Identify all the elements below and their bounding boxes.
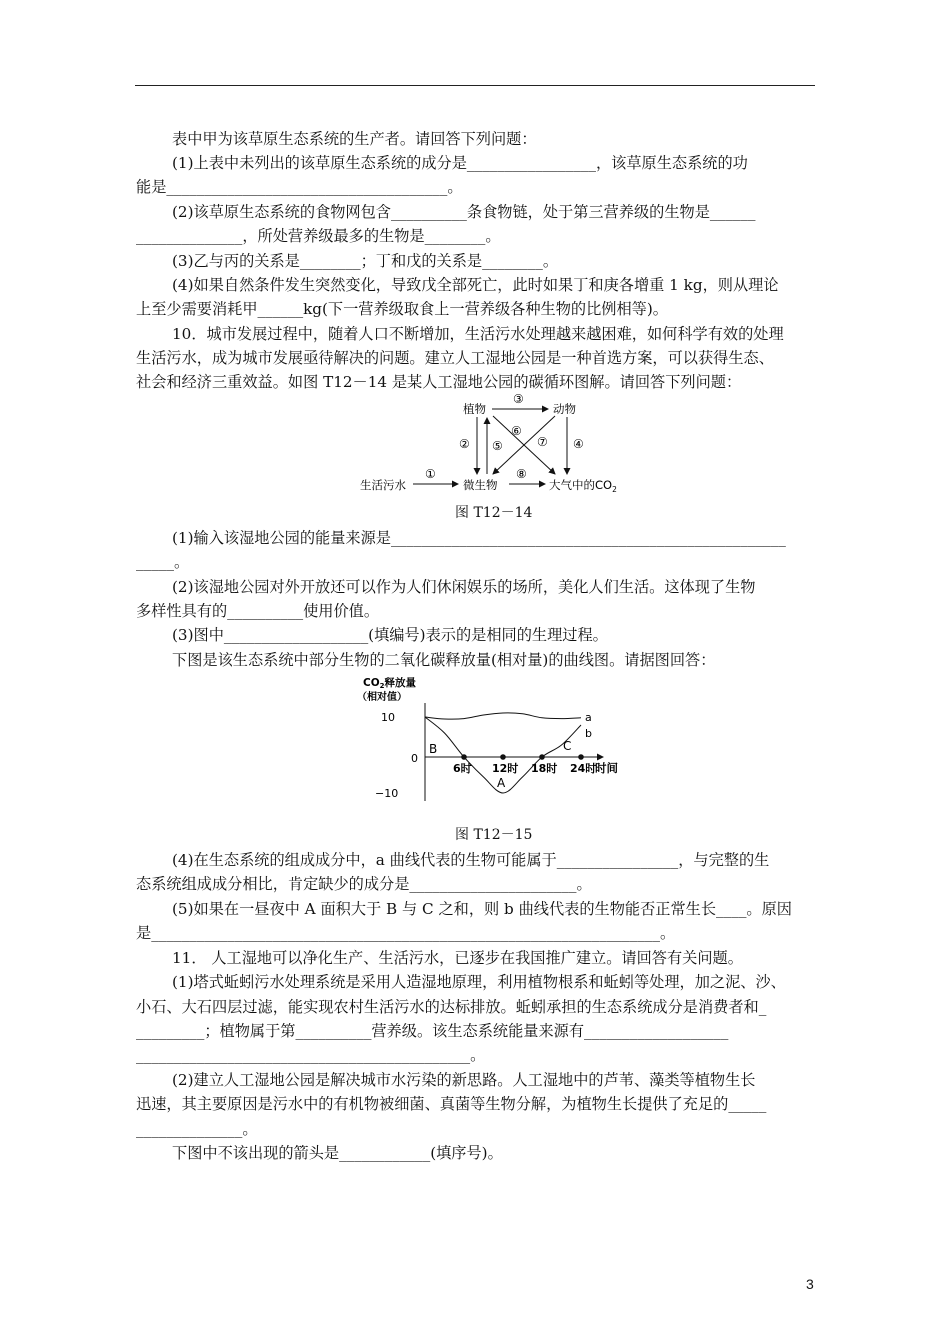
question-line: (2)建立人工湿地公园是解决城市水污染的新思路。人工湿地中的芦苇、藻类等植物生长 — [172, 1071, 756, 1089]
y-tick-label: 10 — [381, 711, 395, 724]
question-line: _____。 — [136, 553, 190, 571]
question-line: 社会和经济三重效益。如图 T12－14 是某人工湿地公园的碳循环图解。请回答下列问题： — [136, 373, 742, 391]
question-line: 生活污水，成为城市发展亟待解决的问题。建立人工湿地公园是一种首选方案，可以获得生态、 — [136, 349, 774, 367]
node-animal: 动物 — [553, 402, 576, 416]
question-line: 迅速，其主要原因是污水中的有机物被细菌、真菌等生物分解，为植物生长提供了充足的_____ — [136, 1095, 767, 1113]
question-line: 是___________________________________________________________________。 — [136, 924, 676, 942]
question-line: (3)图中___________________(填编号)表示的是相同的生理过程。 — [172, 626, 608, 644]
x-tick-label: 6时 — [453, 762, 472, 775]
area-label-A: A — [497, 776, 506, 790]
arrow-label-6: ⑥ — [511, 424, 522, 438]
x-axis-label: 时间 — [595, 761, 618, 775]
node-microbe: 微生物 — [463, 478, 498, 492]
y-tick-label: −10 — [375, 787, 399, 800]
question-line: (1)塔式蚯蚓污水处理系统是采用人造湿地原理，利用植物根系和蚯蚓等处理，加之泥、沙、 — [172, 973, 786, 991]
paragraph: 表中甲为该草原生态系统的生产者。请回答下列问题： — [172, 130, 537, 148]
question-line: 多样性具有的__________使用价值。 — [136, 602, 379, 620]
question-line: 下图中不该出现的箭头是____________(填序号)。 — [172, 1144, 503, 1162]
arrow-label-8: ⑧ — [516, 467, 527, 481]
question-line: (4)如果自然条件发生突然变化，导致戊全部死亡，此时如果丁和庚各增重 1 kg，则从理论 — [172, 276, 779, 294]
question-line: ______________。 — [136, 1120, 258, 1138]
question-line: 11． 人工湿地可以净化生产、生活污水，已逐步在我国推广建立。请回答有关问题。 — [172, 949, 743, 967]
question-line: 小石、大石四层过滤，能实现农村生活污水的达标排放。蚯蚓承担的生态系统成分是消费者和_ — [136, 998, 767, 1016]
question-line: 上至少需要消耗甲______kg(下一营养级取食上一营养级各种生物的比例相等)。 — [136, 300, 668, 318]
figure-caption: 图 T12－14 — [455, 505, 533, 521]
question-line: ______________，所处营养级最多的生物是________。 — [136, 227, 501, 245]
node-plant: 植物 — [463, 402, 486, 416]
question-line: (5)如果在一昼夜中 A 面积大于 B 与 C 之和，则 b 曲线代表的生物能否正常生长____。原因 — [172, 900, 792, 918]
y-axis-label-unit: （相对值） — [357, 692, 407, 703]
figure-caption: 图 T12－15 — [455, 827, 533, 843]
y-axis-label: CO2释放量 — [363, 677, 417, 690]
page-number: 3 — [806, 1276, 814, 1292]
question-line: (1)输入该湿地公园的能量来源是____________________________________________________ — [172, 529, 786, 547]
arrow-label-4: ④ — [573, 437, 584, 451]
carbon-cycle-diagram — [355, 392, 635, 500]
area-label-C: C — [563, 739, 572, 753]
x-tick-dot — [461, 754, 467, 760]
arrow-label-7: ⑦ — [537, 435, 548, 449]
header-rule — [135, 85, 815, 86]
area-label-B: B — [429, 742, 438, 756]
question-line: ____________________________________________。 — [136, 1046, 486, 1064]
arrow-label-2: ② — [459, 437, 470, 451]
x-tick-label: 18时 — [531, 762, 558, 775]
curve-label-a: a — [585, 711, 592, 724]
question-line: _________；植物属于第__________营养级。该生态系统能量来源有___________________ — [136, 1022, 729, 1040]
question-line: (3)乙与丙的关系是________；丁和戊的关系是________。 — [172, 252, 559, 270]
curve-label-b: b — [585, 727, 592, 740]
x-tick-dot — [539, 754, 545, 760]
x-tick-label: 12时 — [492, 762, 519, 775]
co2-release-chart — [355, 673, 645, 808]
y-tick-label: 0 — [411, 752, 418, 765]
arrow-label-3: ③ — [513, 392, 524, 406]
question-line: 态系统组成成分相比，肯定缺少的成分是______________________。 — [136, 875, 592, 893]
question-line: (1)上表中未列出的该草原生态系统的成分是_________________，该草原生态系统的功 — [172, 154, 748, 172]
question-line: (2)该湿地公园对外开放还可以作为人们休闲娱乐的场所，美化人们生活。这体现了生物 — [172, 578, 756, 596]
arrow-label-1: ① — [425, 467, 436, 481]
question-line: (4)在生态系统的组成成分中，a 曲线代表的生物可能属于________________，与完整的生 — [172, 851, 770, 869]
arrow-label-5: ⑤ — [492, 439, 503, 453]
node-sewage: 生活污水 — [360, 478, 406, 492]
question-line: (2)该草原生态系统的食物网包含__________条食物链，处于第三营养级的生物是______ — [172, 203, 756, 221]
question-line: 能是_____________________________________。 — [136, 178, 463, 196]
node-co2: 大气中的$CO_2$ — [549, 478, 617, 494]
curve-a — [425, 713, 581, 719]
x-tick-dot — [500, 754, 506, 760]
question-line: 10．城市发展过程中，随着人口不断增加，生活污水处理越来越困难，如何科学有效的处理 — [172, 325, 784, 343]
x-tick-dot — [578, 754, 584, 760]
question-line: 下图是该生态系统中部分生物的二氧化碳释放量(相对量)的曲线图。请据图回答： — [172, 651, 716, 669]
x-tick-label: 24时 — [570, 762, 597, 775]
